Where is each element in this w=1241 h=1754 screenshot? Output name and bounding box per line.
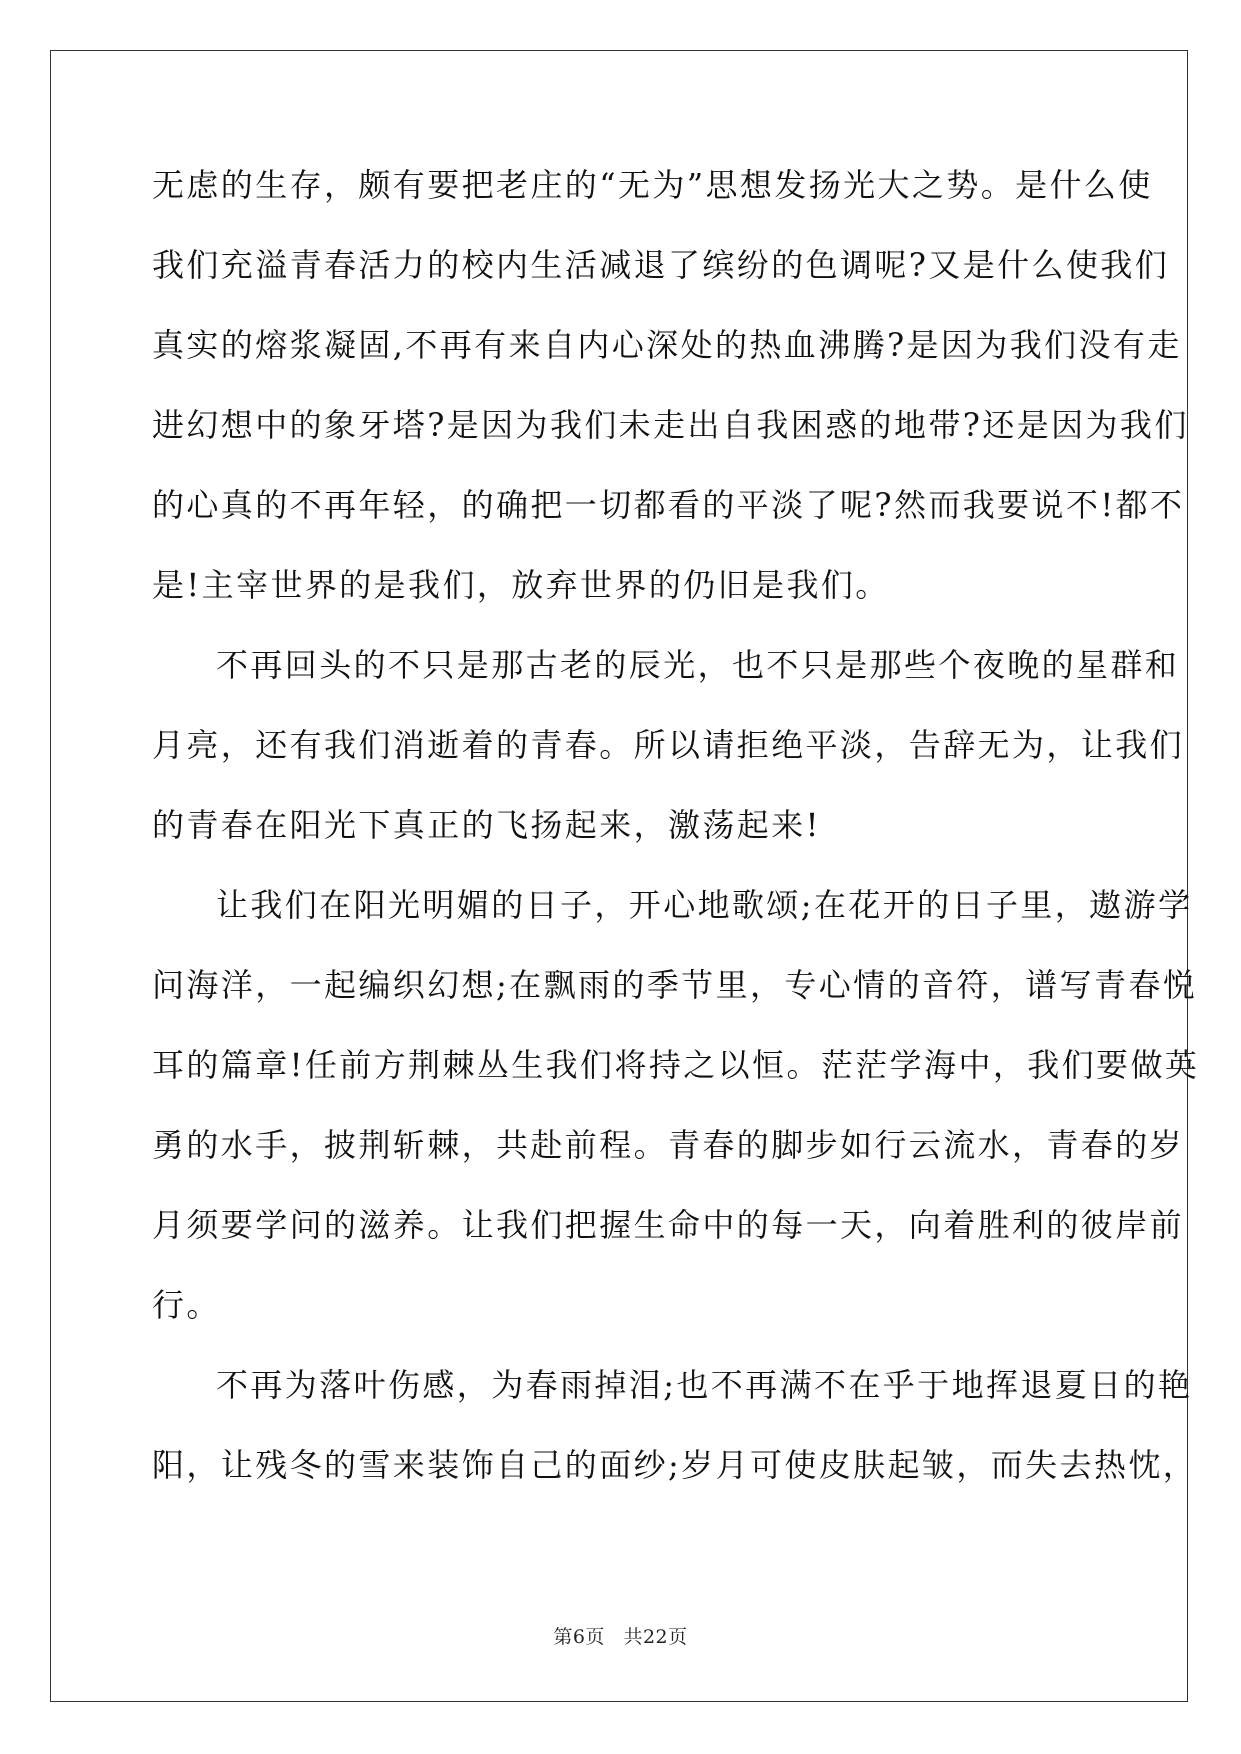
text-line: 的心真的不再年轻，的确把一切都看的平淡了呢?然而我要说不!都不 bbox=[152, 486, 1185, 524]
text-line: 阳，让残冬的雪来装饰自己的面纱;岁月可使皮肤起皱，而失去热忱， bbox=[152, 1446, 1198, 1484]
text-line: 月须要学问的滋养。让我们把握生命中的每一天，向着胜利的彼岸前 bbox=[152, 1206, 1185, 1244]
page-footer bbox=[0, 1622, 1241, 1649]
text-line: 真实的熔浆凝固,不再有来自内心深处的热血沸腾?是因为我们没有走 bbox=[152, 326, 1182, 364]
text-line: 勇的水手，披荆斩棘，共赴前程。青春的脚步如行云流水，青春的岁 bbox=[152, 1126, 1185, 1164]
page-number: 第6页 bbox=[553, 1626, 605, 1648]
paragraph-first-line: 不再回头的不只是那古老的辰光，也不只是那些个夜晚的星群和 bbox=[216, 646, 1180, 684]
text-line: 进幻想中的象牙塔?是因为我们未走出自我困惑的地带?还是因为我们 bbox=[152, 406, 1189, 444]
text-line: 的青春在阳光下真正的飞扬起来，激荡起来! bbox=[152, 806, 821, 844]
page-total: 共22页 bbox=[623, 1626, 688, 1648]
text-line: 月亮，还有我们消逝着的青春。所以请拒绝平淡，告辞无为，让我们 bbox=[152, 726, 1185, 764]
text-line: 问海洋，一起编织幻想;在飘雨的季节里，专心情的音符，谱写青春悦 bbox=[152, 966, 1198, 1004]
text-line: 耳的篇章!任前方荆棘丛生我们将持之以恒。茫茫学海中，我们要做英 bbox=[152, 1046, 1200, 1084]
text-line: 无虑的生存，颇有要把老庄的“无为”思想发扬光大之势。是什么使 bbox=[152, 166, 1153, 204]
text-line: 是!主宰世界的是我们，放弃世界的仍旧是我们。 bbox=[152, 566, 890, 604]
text-line: 行。 bbox=[152, 1286, 221, 1324]
paragraph-first-line: 不再为落叶伤感，为春雨掉泪;也不再满不在乎于地挥退夏日的艳 bbox=[216, 1366, 1193, 1404]
paragraph-first-line: 让我们在阳光明媚的日子，开心地歌颂;在花开的日子里，遨游学 bbox=[216, 886, 1193, 924]
document-body bbox=[152, 160, 1200, 1520]
text-line: 我们充溢青春活力的校内生活减退了缤纷的色调呢?又是什么使我们 bbox=[152, 246, 1170, 284]
